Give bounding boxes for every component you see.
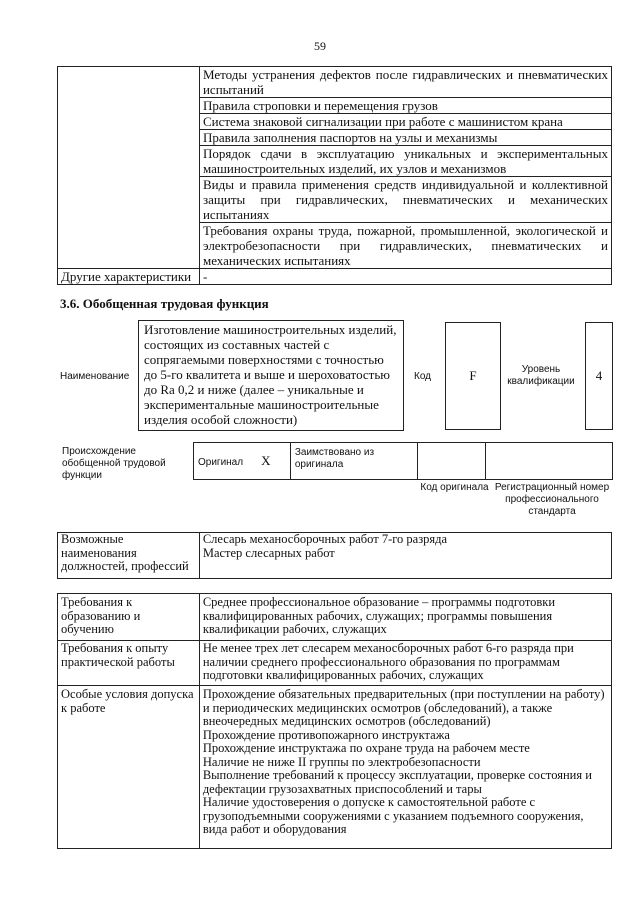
conditions-value (199, 686, 611, 849)
positions-table (57, 532, 612, 579)
empty-label-cell (58, 67, 200, 269)
code-value: F (469, 368, 477, 383)
condition-item: Прохождение обязательных предварительных (при поступлении на работу) и периодических медицинских осмотров (обследований), а также внеочередных медицинских осмотров (обследований) (202, 687, 605, 728)
knowledge-row: Правила заполнения паспортов на узлы и механизмы (199, 130, 611, 146)
condition-item: Прохождение противопожарного инструктажа (202, 727, 450, 742)
experience-value: Не менее трех лет слесарем механосборочных работ 6-го разряда при наличии среднего профессионального образования по программам подготовки квалифицированных рабочих, служащих (199, 641, 611, 686)
level-label: Уровень квалификации (507, 364, 575, 387)
origin-table (193, 442, 613, 480)
knowledge-row: Порядок сдачи в эксплуатацию уникальных и экспериментальных машиностроительных изделий, их узлов и механизмов (199, 146, 611, 177)
level-box (585, 322, 613, 430)
reg-number-cell (486, 443, 613, 480)
condition-item: Наличие удостоверения о допуске к самостоятельной работе с грузоподъемными сооружениями с указанием подъемного сооружения, вида работ и оборудования (202, 795, 584, 836)
section-heading: 3.6. Обобщенная трудовая функция (60, 296, 269, 311)
condition-item: Выполнение требований к процессу эксплуатации, проверке состояния и дефектации грузозахватных приспособлений и тары (202, 768, 592, 796)
name-label: Наименование (60, 371, 130, 382)
experience-label: Требования к опыту практической работы (58, 641, 200, 686)
knowledge-row: Виды и правила применения средств индивидуальной и коллективной защиты при гидравлических, пневматических и механических испытаниях (199, 177, 611, 223)
knowledge-row: Методы устранения дефектов после гидравлических и пневматических испытаний (199, 67, 611, 98)
positions-label: Возможные наименования должностей, профессий (58, 533, 200, 579)
code-original-caption: Код оригинала (420, 482, 489, 493)
knowledge-row: Система знаковой сигнализации при работе с машинистом крана (199, 114, 611, 130)
code-original-cell (417, 443, 486, 480)
code-box (445, 322, 501, 430)
positions-values (199, 533, 611, 579)
education-label: Требования к образованию и обучению (58, 594, 200, 641)
knowledge-table (57, 66, 612, 285)
function-name-box (138, 320, 404, 431)
knowledge-row: Требования охраны труда, пожарной, промышленной, экологической и электробезопасности при гидравлических, пневматических и механических испытаниях (199, 223, 611, 269)
position-item: Слесарь механосборочных работ 7-го разряда (202, 532, 448, 546)
original-mark: X (261, 453, 271, 468)
condition-item: Наличие не ниже II группы по электробезопасности (202, 754, 481, 769)
other-value: - (199, 269, 611, 285)
borrowed-label: Заимствовано из оригинала (290, 443, 417, 480)
reg-number-caption: Регистрационный номер профессионального стандарта (494, 482, 610, 517)
education-value: Среднее профессиональное образование – программы подготовки квалифицированных рабочих, служащих; программы повышения квалификации рабочих, служащих (199, 594, 611, 641)
original-label: Оригинал (198, 457, 244, 468)
requirements-table (57, 593, 612, 849)
conditions-label: Особые условия допуска к работе (58, 686, 200, 849)
level-value: 4 (595, 368, 603, 383)
position-item: Мастер слесарных работ (202, 545, 335, 560)
origin-label: Происхождение обобщенной трудовой функции (62, 446, 166, 481)
other-label: Другие характеристики (58, 269, 200, 285)
condition-item: Прохождение инструктажа по охране труда на рабочем месте (202, 741, 530, 755)
page-number: 59 (314, 39, 326, 53)
original-cell (194, 443, 291, 480)
code-label: Код (414, 371, 432, 382)
function-name-text: Изготовление машиностроительных изделий, состоящих из составных частей с сопрягаемыми поверхностями с точностью до 5-го квалитета и выше и шероховатостью до Ra 0,2 и ниже (далее – уникальные и экспериментальные машиностроительные изделия особой сложности) (144, 322, 397, 427)
knowledge-row: Правила строповки и перемещения грузов (199, 98, 611, 114)
